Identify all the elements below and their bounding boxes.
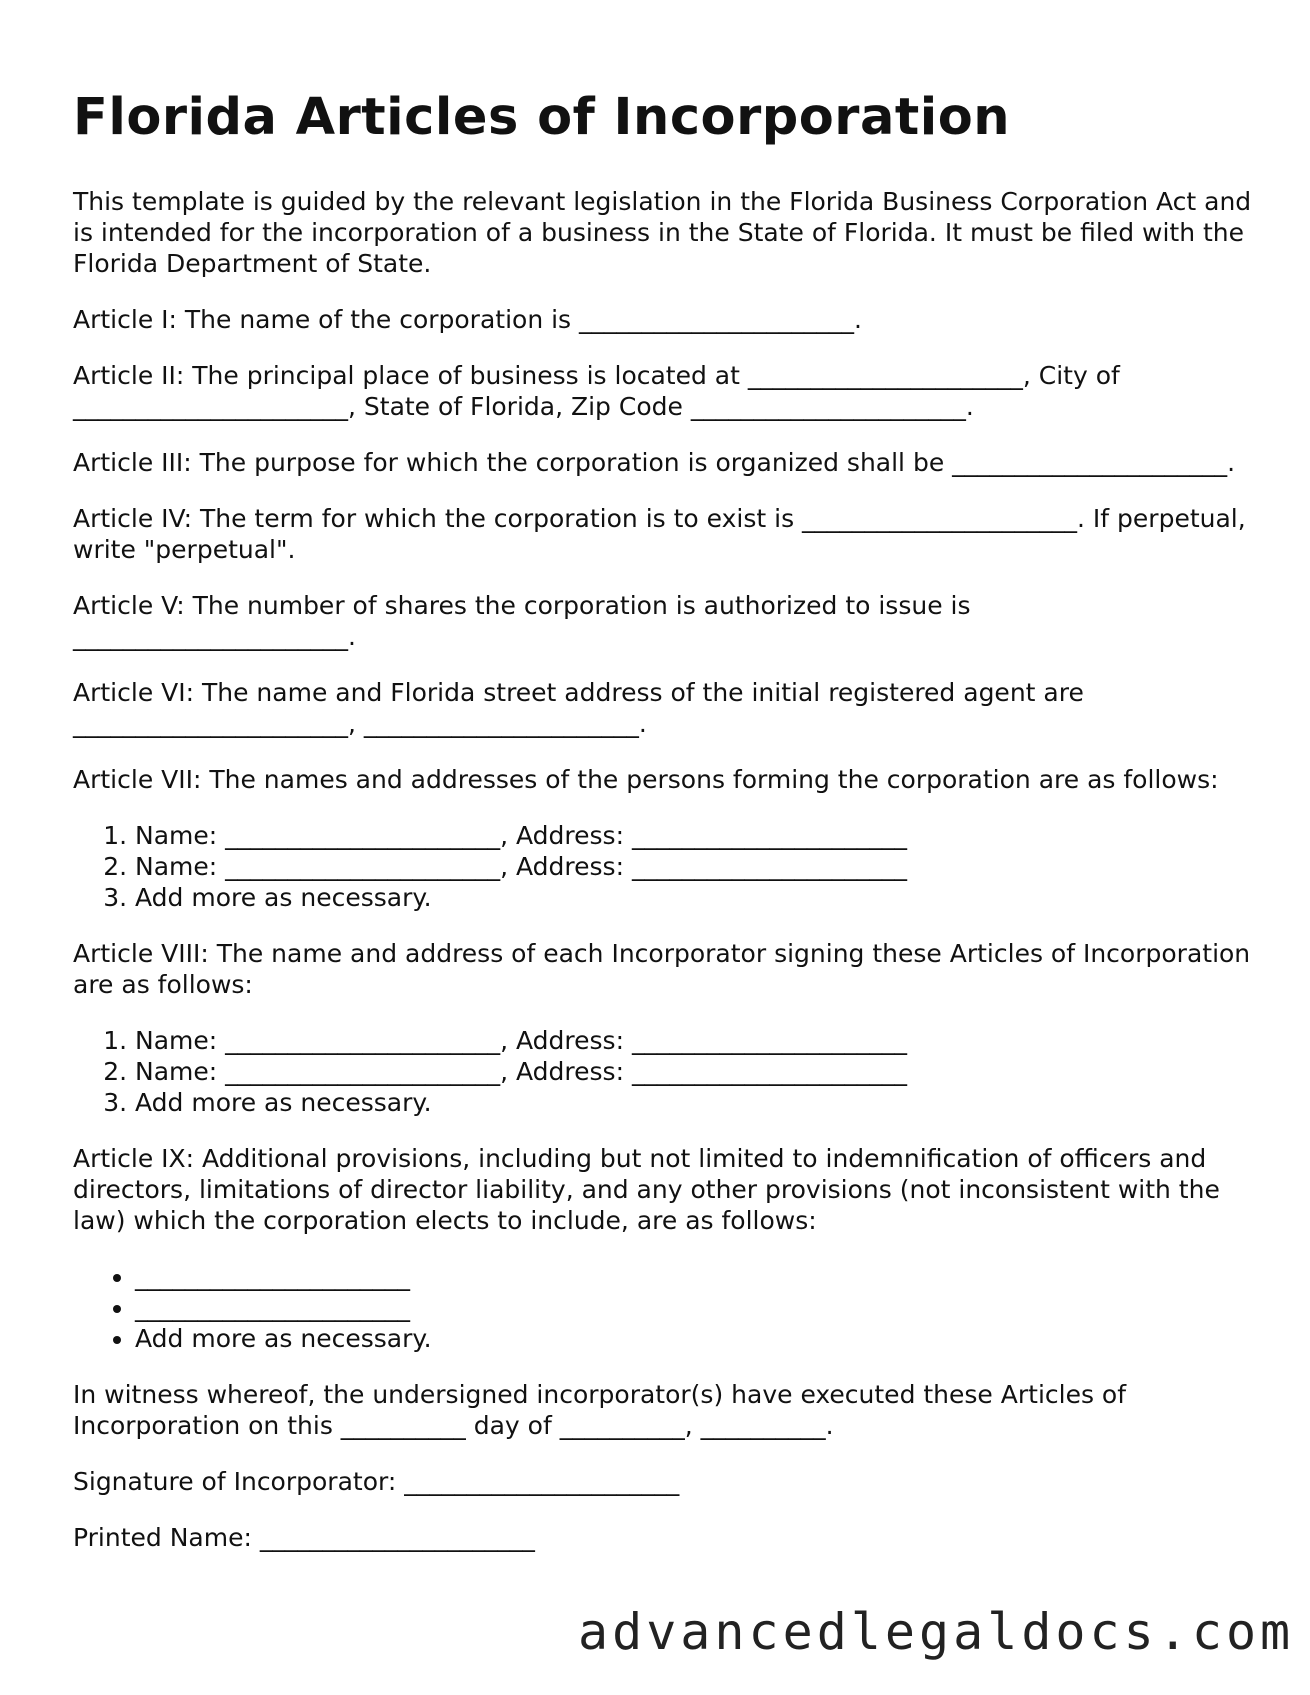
list-item: 2. Name: ______________________, Address: ______________________	[135, 1056, 1253, 1087]
article-9: Article IX: Additional provisions, including but not limited to indemnification of officers and directors, limitations of director liability, and any other provisions (not inconsistent with the law) which the corporation elects to include, are as follows:	[73, 1144, 1220, 1235]
list-item: 1. Name: ______________________, Address: ______________________	[135, 820, 1253, 851]
article-8: Article VIII: The name and address of each Incorporator signing these Articles of Incorporation are as follows:	[73, 939, 1251, 999]
article-6: Article VI: The name and Florida street address of the initial registered agent are ______________________, ______________________.	[73, 678, 1084, 738]
watermark: advancedlegaldocs.com	[578, 1603, 1295, 1661]
article-7-list	[73, 820, 1253, 913]
article-4: Article IV: The term for which the corporation is to exist is ______________________. If perpetual, write "perpetual".	[73, 504, 1246, 564]
signature-line: Signature of Incorporator: ______________________	[73, 1467, 680, 1496]
printed-name-line: Printed Name: ______________________	[73, 1523, 535, 1552]
intro-paragraph: This template is guided by the relevant legislation in the Florida Business Corporation Act and is intended for the incorporation of a business in the State of Florida. It must be filed with the Florida Department of State.	[73, 187, 1252, 278]
list-item: 1. Name: ______________________, Address: ______________________	[135, 1025, 1253, 1056]
list-item: • ______________________	[135, 1292, 1253, 1323]
witness-clause: In witness whereof, the undersigned incorporator(s) have executed these Articles of Incorporation on this __________ day of __________, __________.	[73, 1380, 1127, 1440]
list-item: • ______________________	[135, 1261, 1253, 1292]
article-3: Article III: The purpose for which the corporation is organized shall be ______________________.	[73, 448, 1236, 477]
list-item: 3. Add more as necessary.	[135, 882, 1253, 913]
article-9-list	[73, 1261, 1253, 1354]
article-8-list	[73, 1025, 1253, 1118]
page-title: Florida Articles of Incorporation	[73, 88, 1011, 147]
document	[73, 88, 1253, 1578]
list-item: 2. Name: ______________________, Address: ______________________	[135, 851, 1253, 882]
list-item: 3. Add more as necessary.	[135, 1087, 1253, 1118]
article-2: Article II: The principal place of business is located at ______________________, City of ______________________, State of Florida, Zip Code ______________________.	[73, 361, 1120, 421]
article-5: Article V: The number of shares the corporation is authorized to issue is ______________________.	[73, 591, 971, 651]
article-1: Article I: The name of the corporation is ______________________.	[73, 305, 862, 334]
article-7: Article VII: The names and addresses of the persons forming the corporation are as follows:	[73, 765, 1219, 794]
list-item: • Add more as necessary.	[135, 1323, 1253, 1354]
